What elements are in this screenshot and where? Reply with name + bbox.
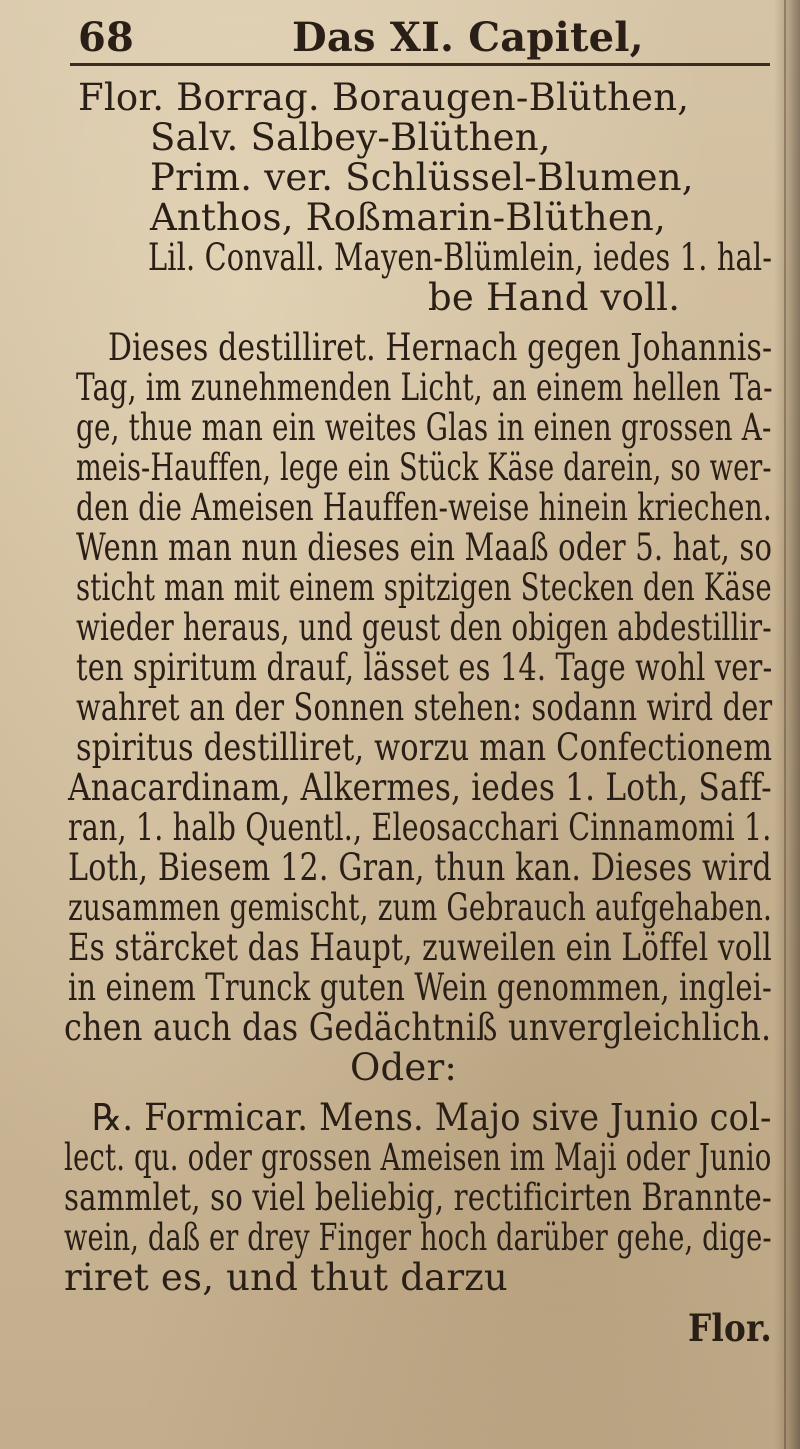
text-line: Dieses destilliret. Hernach gegen Johannis-: [108, 326, 773, 369]
section-heading: Oder:: [350, 1046, 458, 1089]
text-line: ten spiritum drauf, lässet es 14. Tage wohl ver-: [76, 646, 773, 689]
text-line: Lil. Convall. Mayen-Blümlein, iedes 1. hal-: [148, 236, 773, 279]
catchword: Flor.: [688, 1306, 772, 1350]
text-line: wein, daß er drey Finger hoch darüber gehe, dige-: [64, 1216, 772, 1259]
text-line: meis-Hauffen, lege ein Stück Käse darein, so wer-: [76, 446, 772, 489]
text-line: be Hand voll.: [428, 276, 681, 319]
text-line: lect. qu. oder grossen Ameisen im Maji oder Junio: [64, 1136, 772, 1179]
text-line: spiritus destilliret, worzu man Confectionem: [76, 726, 773, 769]
text-line: den die Ameisen Hauffen-weise hinein kriechen.: [76, 486, 772, 529]
text-line: in einem Trunck guten Wein genommen, inglei-: [68, 966, 772, 1009]
text-line: wieder heraus, und geust den obigen abdestillir-: [76, 606, 772, 649]
chapter-title: Das XI. Capitel,: [292, 14, 644, 61]
text-line: Es stärcket das Haupt, zuweilen ein Löffel voll: [68, 926, 772, 969]
text-line: Loth, Biesem 12. Gran, thun kan. Dieses wird: [68, 846, 772, 889]
text-line: Wenn man nun dieses ein Maaß oder 5. hat, so: [76, 526, 773, 569]
header-rule: [70, 63, 770, 66]
text-line: ge, thue man ein weites Glas in einen grossen A-: [76, 406, 772, 449]
text-line: zusammen gemischt, zum Gebrauch aufgehaben.: [68, 886, 773, 929]
text-line: chen auch das Gedächtniß unvergleichlich.: [64, 1006, 772, 1049]
text-line: Anthos, Roßmarin-Blüthen,: [150, 196, 666, 239]
text-line: Flor. Borrag. Boraugen-Blüthen,: [78, 76, 690, 119]
text-line: wahret an der Sonnen stehen: sodann wird der: [76, 686, 773, 729]
text-line: Anacardinam, Alkermes, iedes 1. Loth, Saff-: [68, 766, 772, 809]
text-line: ran, 1. halb Quentl., Eleosacchari Cinnamomi 1.: [68, 806, 772, 849]
text-line: Prim. ver. Schlüssel-Blumen,: [150, 156, 694, 199]
text-line: sammlet, so viel beliebig, rectificirten Brannte-: [64, 1176, 772, 1219]
text-line: ℞. Formicar. Mens. Majo sive Junio col-: [92, 1096, 772, 1139]
page-number: 68: [78, 14, 135, 61]
page-edge-shadow: [784, 0, 786, 1449]
text-line: sticht man mit einem spitzigen Stecken den Käse: [76, 566, 772, 609]
text-line: Tag, im zunehmenden Licht, an einem hellen Ta-: [76, 366, 773, 409]
text-line: riret es, und thut darzu: [64, 1256, 508, 1299]
text-line: Salv. Salbey-Blüthen,: [150, 116, 551, 159]
